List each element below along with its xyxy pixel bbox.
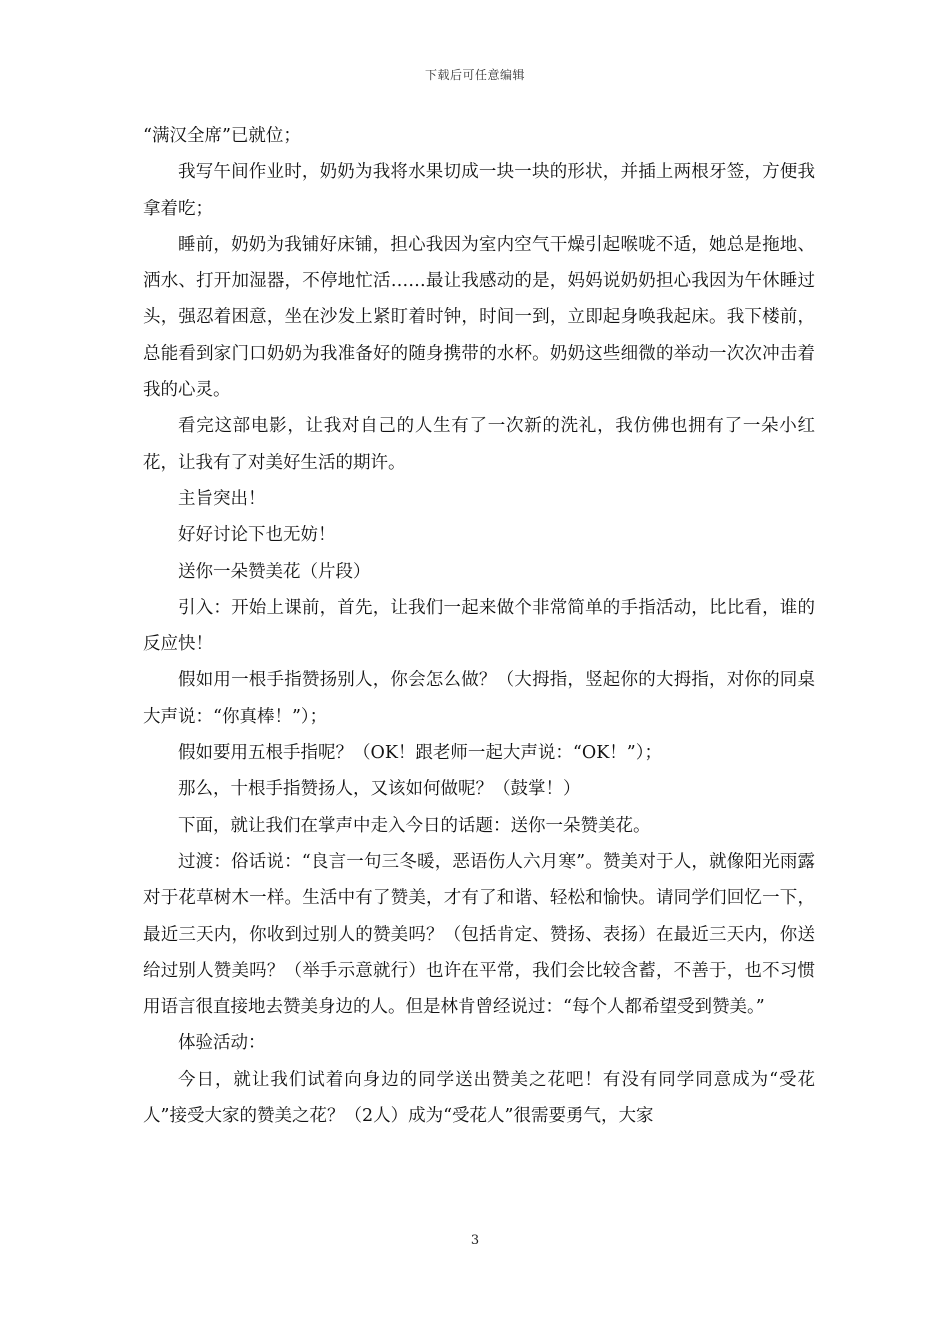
paragraph: 假如用一根手指赞扬别人，你会怎么做？（大拇指，竖起你的大拇指，对你的同桌大声说：“你真棒！”）； [143,670,815,727]
paragraph: 过渡：俗话说：“良言一句三冬暖，恶语伤人六月寒”。赞美对于人，就像阳光雨露对于花草树木一样。生活中有了赞美，才有了和谐、轻松和愉快。请同学们回忆一下，最近三天内，你收到过别人的赞美吗？（包括肯定、赞扬、表扬）在最近三天内，你送给过别人赞美吗？（举手示意就行）也许在平常，我们会比较含蓄，不善于，也不习惯用语言很直接地去赞美身边的人。但是林肯曾经说过：“每个人都希望受到赞美。” [143,851,815,1018]
paragraph: 主旨突出！ [178,488,266,509]
paragraph: 睡前，奶奶为我铺好床铺，担心我因为室内空气干燥引起喉咙不适，她总是拖地、洒水、打开加湿器，不停地忙活……最让我感动的是，妈妈说奶奶担心我因为午休睡过头，强忍着困意，坐在沙发上紧盯着时钟，时间一到，立即起身唤我起床。我下楼前，总能看到家门口奶奶为我准备好的随身携带的水杯。奶奶这些细微的举动一次次冲击着我的心灵。 [143,234,815,401]
page-header: 下载后可任意编辑 [424,68,525,82]
paragraph: 送你一朵赞美花（片段） [178,561,371,582]
paragraph: 引入：开始上课前，首先，让我们一起来做个非常简单的手指活动，比比看，谁的反应快！ [143,597,815,655]
paragraph: 下面，就让我们在掌声中走入今日的话题：送你一朵赞美花。 [178,815,651,836]
paragraph: 好好讨论下也无妨！ [178,525,336,546]
paragraph: 那么，十根手指赞扬人，又该如何做呢？（鼓掌！） [178,779,581,800]
paragraph: 我写午间作业时，奶奶为我将水果切成一块一块的形状，并插上两根牙签，方便我拿着吃； [143,162,815,219]
paragraph: 体验活动： [178,1033,266,1054]
paragraph: 今日，就让我们试着向身边的同学送出赞美之花吧！有没有同学同意成为“受花人”接受大家的赞美之花？（2人）成为“受花人”很需要勇气，大家 [143,1069,815,1127]
paragraph: 看完这部电影，让我对自己的人生有了一次新的洗礼，我仿佛也拥有了一朵小红花，让我有了对美好生活的期许。 [143,416,815,473]
paragraph: 假如要用五根手指呢？（OK！跟老师一起大声说：“OK！”）； [178,743,662,764]
page-number: 3 [470,1233,480,1248]
document-body [143,118,815,1134]
paragraph: “满汉全席”已就位； [143,126,301,146]
